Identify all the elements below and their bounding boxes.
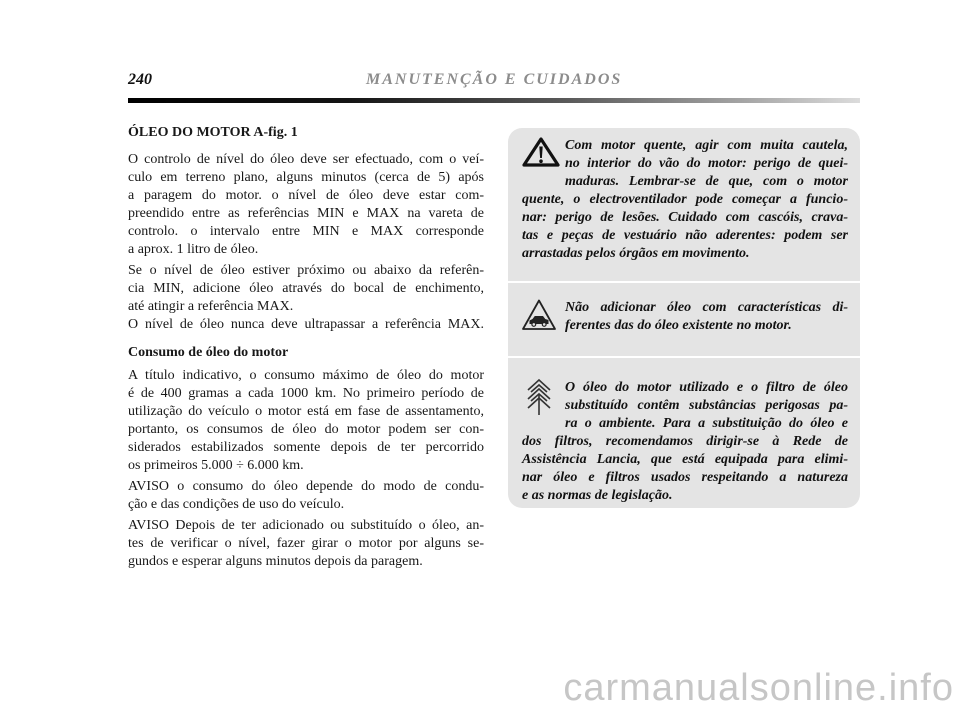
environment-note-intro [565, 379, 848, 433]
text-line: siderados estabilizados somente depois de ter percorrido [128, 440, 484, 455]
text-line: cia MIN, adicione óleo através do bocal de enchimento, [128, 281, 484, 296]
warning-triangle-icon [521, 136, 561, 168]
text-line: tas e peças de vestuário não aderentes: podem ser [522, 228, 848, 243]
text-line: a paragem do motor. o nível de óleo deve estar com- [128, 188, 484, 203]
paragraph [128, 262, 484, 316]
subheading: Consumo de óleo do motor [128, 345, 289, 360]
text-line: nar óleo e filtros usados respeitando a natureza [522, 470, 848, 485]
environment-note-body [522, 433, 848, 505]
text-line: dos filtros, recomendamos dirigir-se à Rede de [522, 434, 848, 449]
oil-note [565, 299, 848, 335]
paragraph [128, 478, 484, 514]
text-line: Não adicionar óleo com características di- [565, 300, 848, 315]
paragraph [128, 316, 484, 334]
text-line: AVISO o consumo do óleo depende do modo de condu- [128, 479, 484, 494]
vehicle-warning-icon [521, 298, 557, 332]
text-line: O óleo do motor utilizado e o filtro de óleo [565, 380, 848, 395]
note-separator [508, 356, 860, 358]
header-rule [128, 98, 860, 103]
text-line: quente, o electroventilador pode começar a funcio- [522, 192, 848, 207]
text-line: A título indicativo, o consumo máximo de óleo do motor [128, 368, 484, 383]
text-line: ferentes das do óleo existente no motor. [565, 318, 792, 333]
text-line: substituído contêm substâncias perigosas pa- [565, 398, 848, 413]
text-line: Com motor quente, agir com muita cautela, [565, 138, 848, 153]
text-line: gundos e esperar alguns minutos depois da paragem. [128, 554, 423, 569]
text-line: Assistência Lancia, que está equipada para elimi- [522, 452, 848, 467]
text-line: a aprox. 1 litro de óleo. [128, 242, 259, 257]
text-line: ção e das condições de uso do veículo. [128, 497, 345, 512]
text-line: O nível de óleo nunca deve ultrapassar a referência MAX. [128, 317, 484, 332]
environment-icon [523, 378, 555, 416]
page-number: 240 [128, 71, 152, 88]
text-line: maduras. Lembrar-se de que, com o motor [565, 174, 848, 189]
warning-note-intro [565, 137, 848, 191]
text-line: O controlo de nível do óleo deve ser efectuado, com o veí- [128, 152, 484, 167]
text-line: AVISO Depois de ter adicionado ou substituído o óleo, an- [128, 518, 484, 533]
text-line: ra o ambiente. Para a substituição do óleo e [565, 416, 848, 431]
text-line: preendido entre as referências MIN e MAX na vareta de [128, 206, 484, 221]
text-line: os primeiros 5.000 ÷ 6.000 km. [128, 458, 304, 473]
text-line: Se o nível de óleo estiver próximo ou abaixo da referên- [128, 263, 484, 278]
text-line: culo em terreno plano, alguns minutos (cerca de 5) após [128, 170, 484, 185]
watermark: carmanualsonline.info [563, 667, 954, 709]
text-line: é de 400 gramas a cada 1000 km. No primeiro período de [128, 386, 484, 401]
text-line: no interior do vão do motor: perigo de quei- [565, 156, 848, 171]
text-line: tes de verificar o nível, fazer girar o motor por alguns se- [128, 536, 484, 551]
text-line: controlo. o intervalo entre MIN e MAX corresponde [128, 224, 484, 239]
paragraph [128, 151, 484, 259]
text-line: até atingir a referência MAX. [128, 299, 294, 314]
text-line: portanto, os consumos de óleo do motor podem ser con- [128, 422, 484, 437]
text-line: arrastadas pelos órgãos em movimento. [522, 246, 750, 261]
note-separator [508, 281, 860, 283]
text-line: e as normas de legislação. [522, 488, 673, 503]
text-line: nar: perigo de lesões. Cuidado com cascóis, crava- [522, 210, 848, 225]
section-heading: ÓLEO DO MOTOR A-fig. 1 [128, 125, 298, 140]
warning-note-body [522, 191, 848, 263]
paragraph [128, 367, 484, 475]
paragraph [128, 517, 484, 571]
text-line: utilização do veículo o motor está em fase de assentamento, [128, 404, 484, 419]
section-title: MANUTENÇÃO E CUIDADOS [366, 71, 623, 88]
